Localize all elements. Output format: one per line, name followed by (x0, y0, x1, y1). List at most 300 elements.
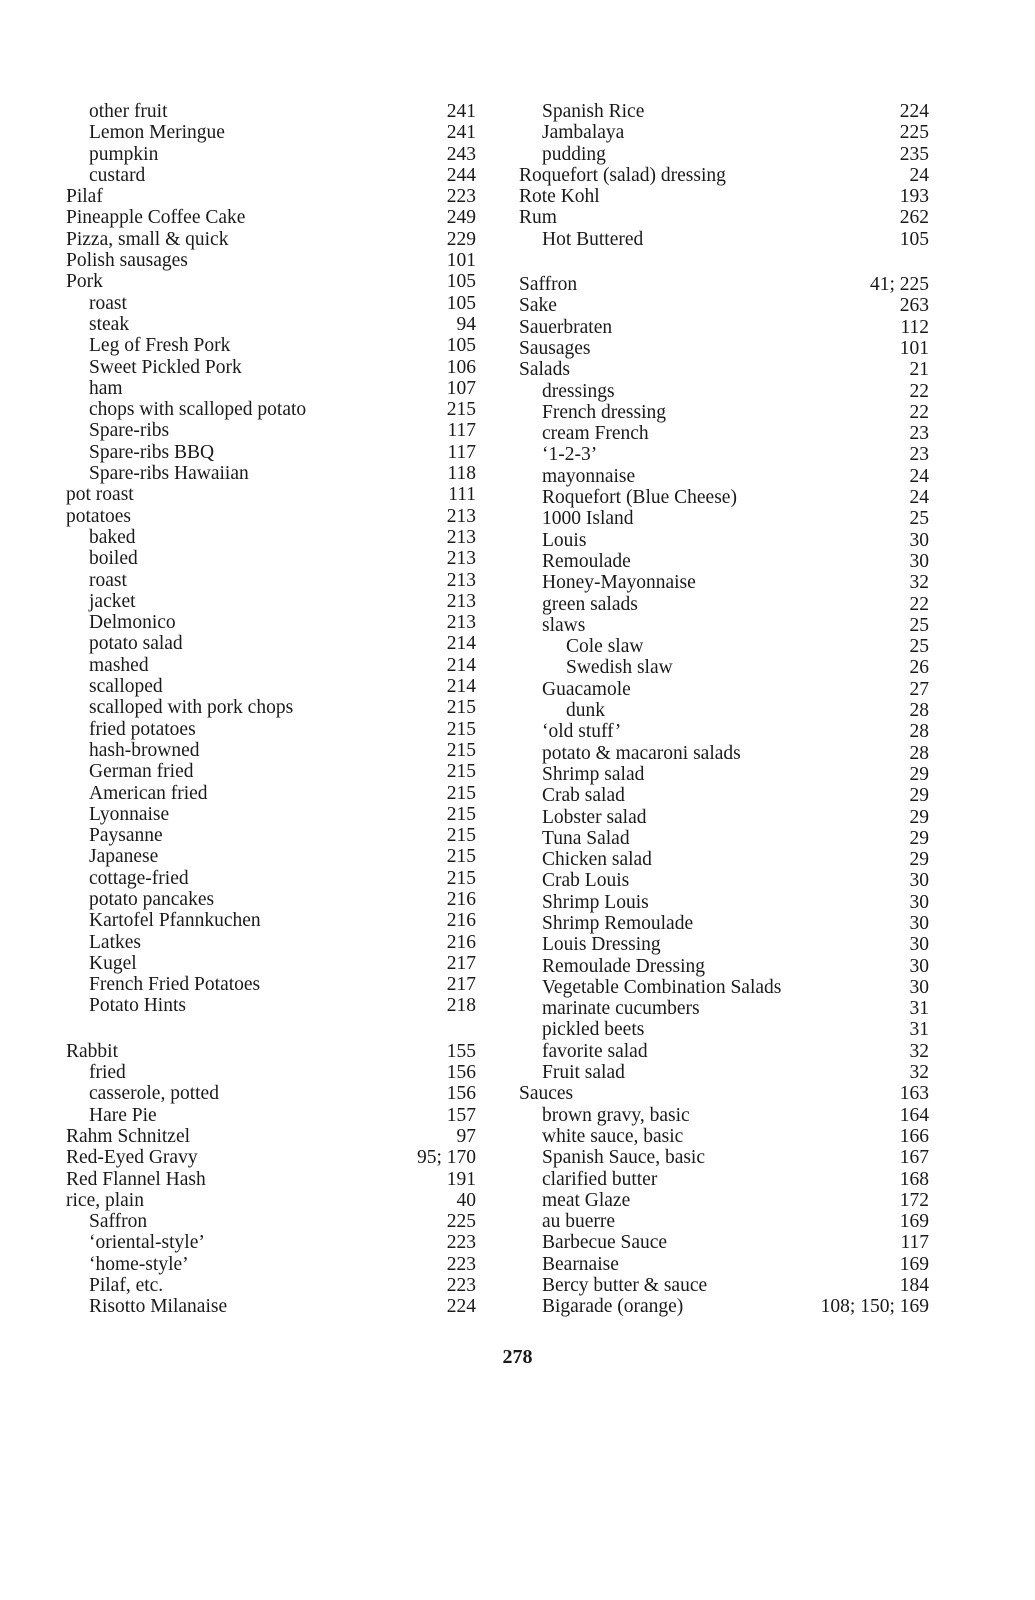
index-term: Spare-ribs Hawaiian (89, 463, 249, 485)
index-entry (519, 636, 929, 657)
index-entry (66, 548, 476, 569)
index-term: Pineapple Coffee Cake (66, 207, 246, 229)
index-entry (519, 998, 929, 1019)
index-entry (519, 122, 929, 143)
index-page-ref: 21 (909, 359, 929, 381)
index-entry (519, 764, 929, 785)
index-entry (66, 633, 476, 654)
index-term: Lobster salad (542, 806, 647, 828)
index-page-ref: 23 (909, 444, 929, 466)
index-term: Rabbit (66, 1040, 118, 1062)
index-page-ref: 105 (446, 271, 476, 293)
index-page-ref: 169 (899, 1253, 929, 1275)
index-term: fried (89, 1062, 126, 1084)
index-page-ref: 216 (446, 888, 476, 910)
index-entry (519, 849, 929, 870)
index-term: potato pancakes (89, 888, 215, 910)
index-page-ref: 215 (446, 867, 476, 889)
index-entry (66, 442, 476, 463)
index-entry (519, 186, 929, 207)
index-page-ref: 29 (909, 827, 929, 849)
index-term: Leg of Fresh Pork (89, 335, 231, 357)
index-entry (66, 399, 476, 420)
index-page-ref: 157 (446, 1104, 476, 1126)
index-page-ref: 168 (899, 1168, 929, 1190)
index-page-ref: 30 (909, 912, 929, 934)
index-page-ref: 32 (909, 1040, 929, 1062)
index-page-ref: 184 (899, 1275, 929, 1297)
index-page-ref: 25 (909, 636, 929, 658)
index-term: custard (89, 164, 146, 186)
index-term: Potato Hints (89, 995, 186, 1017)
index-entry (519, 1296, 929, 1317)
index-entry (519, 1083, 929, 1104)
index-entry (66, 1169, 476, 1190)
index-page-ref: 225 (446, 1211, 476, 1233)
index-page-ref: 30 (909, 934, 929, 956)
index-term: Tuna Salad (542, 827, 630, 849)
index-page-ref: 117 (900, 1232, 929, 1254)
index-term: Chicken salad (542, 849, 652, 871)
index-page-ref: 193 (899, 186, 929, 208)
index-term: pudding (542, 143, 606, 165)
index-entry (66, 378, 476, 399)
index-term: Guacamole (542, 678, 631, 700)
index-entry (519, 381, 929, 402)
index-term: scalloped (89, 676, 163, 698)
index-entry (66, 846, 476, 867)
index-entry (66, 761, 476, 782)
index-term: Shrimp salad (542, 763, 645, 785)
index-entry (519, 229, 929, 250)
index-entry (519, 1169, 929, 1190)
index-page-ref: 191 (446, 1168, 476, 1190)
index-page-ref: 24 (909, 164, 929, 186)
index-term: Spare-ribs (89, 420, 170, 442)
index-term: French Fried Potatoes (89, 974, 261, 996)
index-entry (519, 1126, 929, 1147)
index-entry (519, 892, 929, 913)
index-entry (519, 1211, 929, 1232)
index-page-ref: 215 (446, 399, 476, 421)
index-entry (66, 889, 476, 910)
index-page-ref: 216 (446, 910, 476, 932)
index-term: Pork (66, 271, 103, 293)
index-term: Rote Kohl (519, 186, 600, 208)
index-page-ref: 213 (446, 590, 476, 612)
index-term: Pilaf (66, 186, 103, 208)
index-page-ref: 31 (909, 1019, 929, 1041)
index-page-ref: 241 (446, 122, 476, 144)
index-entry (519, 1232, 929, 1253)
index-page-ref: 244 (446, 164, 476, 186)
index-page-ref: 214 (446, 633, 476, 655)
index-page-ref: 106 (446, 356, 476, 378)
index-entry (519, 679, 929, 700)
index-page-ref: 117 (447, 420, 476, 442)
index-entry (519, 934, 929, 955)
index-entry (519, 828, 929, 849)
index-term: slaws (542, 614, 586, 636)
index-entry (519, 207, 929, 228)
index-term: roast (89, 292, 127, 314)
index-term: Red Flannel Hash (66, 1168, 206, 1190)
index-term: Shrimp Remoulade (542, 912, 694, 934)
index-term: rice, plain (66, 1189, 144, 1211)
index-term: potato salad (89, 633, 183, 655)
index-term: Spanish Rice (542, 101, 645, 122)
index-entry (66, 271, 476, 292)
index-entry (519, 101, 929, 122)
index-entry (66, 165, 476, 186)
index-term: Kugel (89, 952, 137, 974)
page-number: 278 (502, 1346, 533, 1368)
index-page-ref: 213 (446, 548, 476, 570)
index-entry (66, 570, 476, 591)
index-term: meat Glaze (542, 1189, 631, 1211)
index-page-ref: 22 (909, 401, 929, 423)
index-term: hash-browned (89, 739, 200, 761)
index-page-ref: 213 (446, 569, 476, 591)
index-page-ref: 25 (909, 614, 929, 636)
index-page-ref: 97 (456, 1125, 476, 1147)
index-page-ref: 105 (899, 228, 929, 250)
index-entry (66, 1275, 476, 1296)
index-term: Sake (519, 295, 557, 317)
index-entry (66, 740, 476, 761)
index-term: Jambalaya (542, 122, 625, 144)
index-entry (66, 420, 476, 441)
index-column-left (66, 101, 476, 1318)
index-entry (519, 913, 929, 934)
index-entry (519, 615, 929, 636)
index-page-ref: 155 (446, 1040, 476, 1062)
index-term: dressings (542, 380, 615, 402)
index-entry (519, 700, 929, 721)
index-entry (519, 977, 929, 998)
index-page-ref: 156 (446, 1062, 476, 1084)
index-term: Spanish Sauce, basic (542, 1147, 706, 1169)
index-entry (519, 807, 929, 828)
index-term: pumpkin (89, 143, 159, 165)
index-entry (66, 697, 476, 718)
index-page-ref: 163 (899, 1083, 929, 1105)
index-term: casserole, potted (89, 1083, 219, 1105)
index-term: Louis Dressing (542, 934, 661, 956)
index-page-ref: 166 (899, 1125, 929, 1147)
index-page-ref: 41; 225 (869, 274, 929, 296)
index-term: Salads (519, 359, 570, 381)
index-entry (66, 783, 476, 804)
index-page-ref: 101 (446, 250, 476, 272)
index-term: Pilaf, etc. (89, 1275, 164, 1297)
index-page-ref: 30 (909, 550, 929, 572)
index-entry (519, 359, 929, 380)
index-term: scalloped with pork chops (89, 697, 294, 719)
index-page-ref: 24 (909, 487, 929, 509)
index-term: Sauerbraten (519, 316, 613, 338)
index-entry (519, 594, 929, 615)
index-term: pot roast (66, 484, 134, 506)
index-entry (519, 466, 929, 487)
index-term: Remoulade (542, 550, 631, 572)
index-entry (519, 551, 929, 572)
index-term: au buerre (542, 1211, 616, 1233)
index-entry (66, 868, 476, 889)
index-entry (66, 484, 476, 505)
index-term: Bercy butter & sauce (542, 1275, 708, 1297)
index-page-ref: 28 (909, 721, 929, 743)
index-entry (66, 910, 476, 931)
index-page-ref: 32 (909, 572, 929, 594)
index-entry (519, 1041, 929, 1062)
index-term: Saffron (89, 1211, 148, 1233)
index-entry (66, 1062, 476, 1083)
index-page-ref: 108; 150; 169 (820, 1296, 929, 1318)
index-page-ref: 22 (909, 593, 929, 615)
index-entry (66, 719, 476, 740)
index-page-ref: 225 (899, 122, 929, 144)
index-page-ref: 263 (899, 295, 929, 317)
index-term: 1000 Island (542, 508, 634, 530)
index-entry (519, 317, 929, 338)
index-page-ref: 167 (899, 1147, 929, 1169)
index-term: dunk (566, 700, 605, 722)
index-entry (519, 165, 929, 186)
index-page-ref: 215 (446, 803, 476, 825)
index-entry (519, 1105, 929, 1126)
index-term: German fried (89, 761, 194, 783)
index-term: mashed (89, 654, 149, 676)
index-page-ref: 32 (909, 1062, 929, 1084)
index-term: jacket (89, 590, 136, 612)
index-entry (66, 186, 476, 207)
index-term: fried potatoes (89, 718, 196, 740)
index-term: ‘1-2-3’ (542, 444, 598, 466)
index-term: ‘home-style’ (89, 1253, 189, 1275)
index-term: Vegetable Combination Salads (542, 976, 782, 998)
index-page-ref: 235 (899, 143, 929, 165)
index-page-ref: 105 (446, 292, 476, 314)
index-entry (66, 1126, 476, 1147)
index-page-ref: 94 (456, 313, 476, 335)
index-page-ref: 111 (448, 484, 476, 506)
index-page-ref: 224 (446, 1296, 476, 1318)
index-term: steak (89, 313, 130, 335)
index-term: cottage-fried (89, 867, 189, 889)
index-page-ref: 112 (900, 316, 929, 338)
index-term: Swedish slaw (566, 657, 673, 679)
index-entry (66, 974, 476, 995)
index-entry (66, 612, 476, 633)
index-page-ref: 30 (909, 891, 929, 913)
index-entry (519, 144, 929, 165)
index-term: Pizza, small & quick (66, 228, 229, 250)
index-page-ref: 217 (446, 974, 476, 996)
index-entry (66, 1105, 476, 1126)
index-term: Remoulade Dressing (542, 955, 706, 977)
index-term: cream French (542, 423, 649, 445)
index-entry (519, 423, 929, 444)
index-term: boiled (89, 548, 138, 570)
index-term: Shrimp Louis (542, 891, 649, 913)
index-page-ref: 262 (899, 207, 929, 229)
index-term: favorite salad (542, 1040, 648, 1062)
index-page-ref: 215 (446, 718, 476, 740)
index-term: Saffron (519, 274, 578, 296)
index-term: Japanese (89, 846, 159, 868)
index-entry (66, 1190, 476, 1211)
index-term: Red-Eyed Gravy (66, 1147, 198, 1169)
index-page-ref: 249 (446, 207, 476, 229)
index-page-ref: 30 (909, 529, 929, 551)
index-term: Latkes (89, 931, 141, 953)
index-entry (66, 506, 476, 527)
index-term: white sauce, basic (542, 1125, 684, 1147)
index-entry (66, 676, 476, 697)
index-term: Bearnaise (542, 1253, 619, 1275)
index-term: Sauces (519, 1083, 574, 1105)
index-entry (519, 402, 929, 423)
index-term: Roquefort (Blue Cheese) (542, 487, 737, 509)
index-entry (66, 1147, 476, 1168)
index-entry (519, 1147, 929, 1168)
index-entry (66, 250, 476, 271)
index-column-right (519, 101, 929, 1318)
index-page-ref: 169 (899, 1211, 929, 1233)
index-term: Barbecue Sauce (542, 1232, 668, 1254)
index-term: baked (89, 526, 136, 548)
index-term: Rum (519, 207, 557, 229)
index-entry (66, 144, 476, 165)
index-term: Honey-Mayonnaise (542, 572, 696, 594)
index-term: Spare-ribs BBQ (89, 441, 215, 463)
index-term: Risotto Milanaise (89, 1296, 228, 1318)
index-page-ref: 23 (909, 423, 929, 445)
index-entry (66, 101, 476, 122)
index-term: Louis (542, 529, 587, 551)
index-entry (519, 338, 929, 359)
index-entry (66, 1254, 476, 1275)
index-page-ref: 215 (446, 825, 476, 847)
index-page-ref: 40 (456, 1189, 476, 1211)
index-term: American fried (89, 782, 208, 804)
index-term: Crab Louis (542, 870, 630, 892)
index-entry (66, 229, 476, 250)
index-term: Delmonico (89, 612, 176, 634)
index-entry (519, 1190, 929, 1211)
index-term: Polish sausages (66, 250, 188, 272)
index-entry (519, 487, 929, 508)
index-page-ref: 31 (909, 998, 929, 1020)
index-entry (66, 1211, 476, 1232)
index-entry (519, 721, 929, 742)
index-term: Bigarade (orange) (542, 1296, 684, 1318)
index-entry (519, 572, 929, 593)
index-page-ref: 213 (446, 505, 476, 527)
index-page-ref: 29 (909, 806, 929, 828)
index-term: potato & macaroni salads (542, 742, 741, 764)
index-page-ref: 27 (909, 678, 929, 700)
index-page-ref: 218 (446, 995, 476, 1017)
index-term: Lyonnaise (89, 803, 170, 825)
index-term: Sweet Pickled Pork (89, 356, 242, 378)
index-entry (66, 932, 476, 953)
index-term: roast (89, 569, 127, 591)
index-page-ref: 118 (447, 463, 476, 485)
index-page-ref: 243 (446, 143, 476, 165)
index-page-ref: 213 (446, 526, 476, 548)
index-term: pickled beets (542, 1019, 645, 1041)
index-page-ref: 117 (447, 441, 476, 463)
index-page-ref: 216 (446, 931, 476, 953)
index-page-ref: 25 (909, 508, 929, 530)
index-entry (66, 357, 476, 378)
index-term: Sausages (519, 337, 591, 359)
index-term: Roquefort (salad) dressing (519, 164, 726, 186)
index-entry (519, 1019, 929, 1040)
index-page-ref: 214 (446, 654, 476, 676)
index-page-ref: 156 (446, 1083, 476, 1105)
index-entry (66, 1083, 476, 1104)
index-entry (66, 314, 476, 335)
index-page-ref: 24 (909, 465, 929, 487)
index-entry (66, 995, 476, 1016)
index-page-ref: 224 (899, 101, 929, 122)
index-entry (519, 295, 929, 316)
index-entry (66, 1041, 476, 1062)
index-entry (519, 274, 929, 295)
index-page-ref: 172 (899, 1189, 929, 1211)
index-page-ref: 215 (446, 761, 476, 783)
index-entry (66, 825, 476, 846)
index-term: Crab salad (542, 785, 625, 807)
index-page-ref: 29 (909, 849, 929, 871)
index-entry (66, 1232, 476, 1253)
index-term: other fruit (89, 101, 168, 122)
index-entry (66, 804, 476, 825)
index-entry (66, 293, 476, 314)
index-term: Cole slaw (566, 636, 644, 658)
index-page-ref: 28 (909, 742, 929, 764)
index-entry (519, 657, 929, 678)
index-page-ref: 241 (446, 101, 476, 122)
index-page-ref: 215 (446, 782, 476, 804)
index-page-ref: 26 (909, 657, 929, 679)
index-term: chops with scalloped potato (89, 399, 307, 421)
index-term: mayonnaise (542, 465, 636, 487)
index-term: clarified butter (542, 1168, 658, 1190)
index-page-ref: 229 (446, 228, 476, 250)
index-entry (66, 953, 476, 974)
index-entry (519, 1062, 929, 1083)
index-page-ref: 223 (446, 1275, 476, 1297)
index-term: green salads (542, 593, 638, 615)
index-term: brown gravy, basic (542, 1104, 690, 1126)
index-entry (519, 956, 929, 977)
index-page-ref: 164 (899, 1104, 929, 1126)
index-entry (66, 463, 476, 484)
index-page-ref: 29 (909, 763, 929, 785)
index-term: Paysanne (89, 825, 163, 847)
index-page-ref: 30 (909, 976, 929, 998)
index-page-ref: 223 (446, 186, 476, 208)
index-entry (519, 530, 929, 551)
index-page-ref: 215 (446, 846, 476, 868)
index-page-ref: 214 (446, 676, 476, 698)
index-term: potatoes (66, 505, 131, 527)
index-page-ref: 22 (909, 380, 929, 402)
